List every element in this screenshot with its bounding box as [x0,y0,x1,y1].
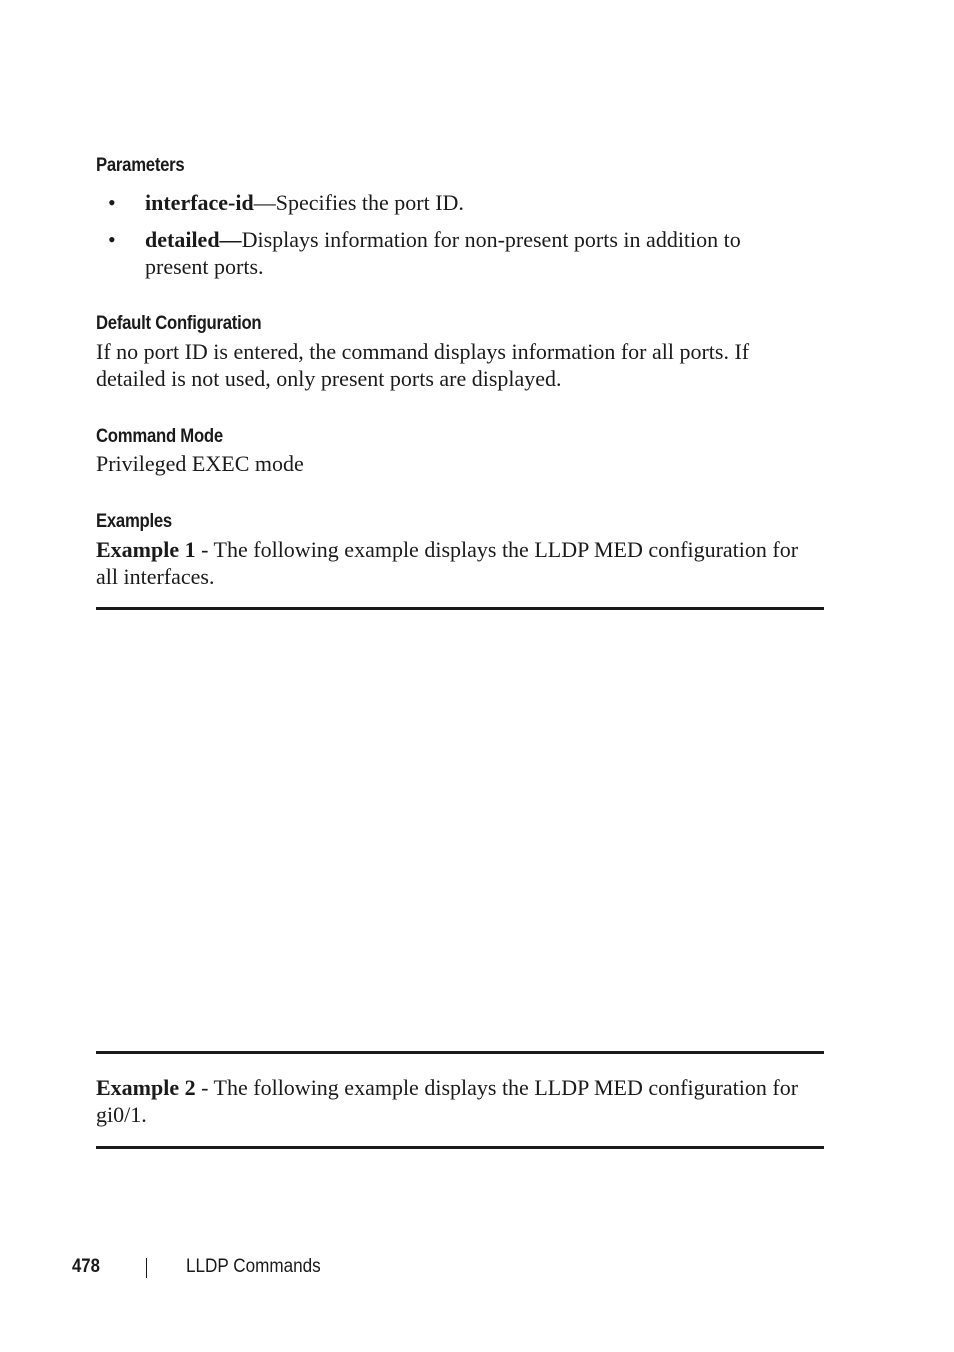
parameter-description: —Specifies the port ID. [253,190,464,215]
example-2-label: Example 2 [96,1075,196,1100]
parameter-term: interface-id [145,190,254,215]
parameter-item-detailed [108,226,808,280]
command-mode-text: Privileged EXEC mode [96,451,304,476]
page-number: 478 [72,1256,100,1277]
example-1-top-rule [96,607,824,610]
parameters-heading: Parameters [96,155,185,176]
example-1-description: - The following example displays the LLDP MED configuration for all interfaces. [96,537,799,589]
example-1-label: Example 1 [96,537,196,562]
examples-heading: Examples [96,511,172,532]
example-1-bottom-rule [96,1051,824,1054]
default-configuration-text: If no port ID is entered, the command displays information for all ports. If detailed is not used, only present ports are displayed. [96,339,750,391]
example-1-text [96,536,816,590]
parameter-item-interface-id [108,189,808,216]
bullet-icon: • [108,227,116,252]
parameter-term: detailed— [145,227,242,252]
default-configuration-heading: Default Configuration [96,313,262,334]
bullet-icon: • [108,190,116,215]
example-2-top-rule [96,1146,824,1149]
example-2-text [96,1074,816,1128]
parameter-description: Displays information for non-present ports in addition to present ports. [145,227,741,279]
footer-chapter-title: LLDP Commands [186,1256,321,1277]
footer-separator [146,1258,147,1278]
example-2-description: - The following example displays the LLDP MED configuration for gi0/1. [96,1075,799,1127]
command-mode-heading: Command Mode [96,426,223,447]
